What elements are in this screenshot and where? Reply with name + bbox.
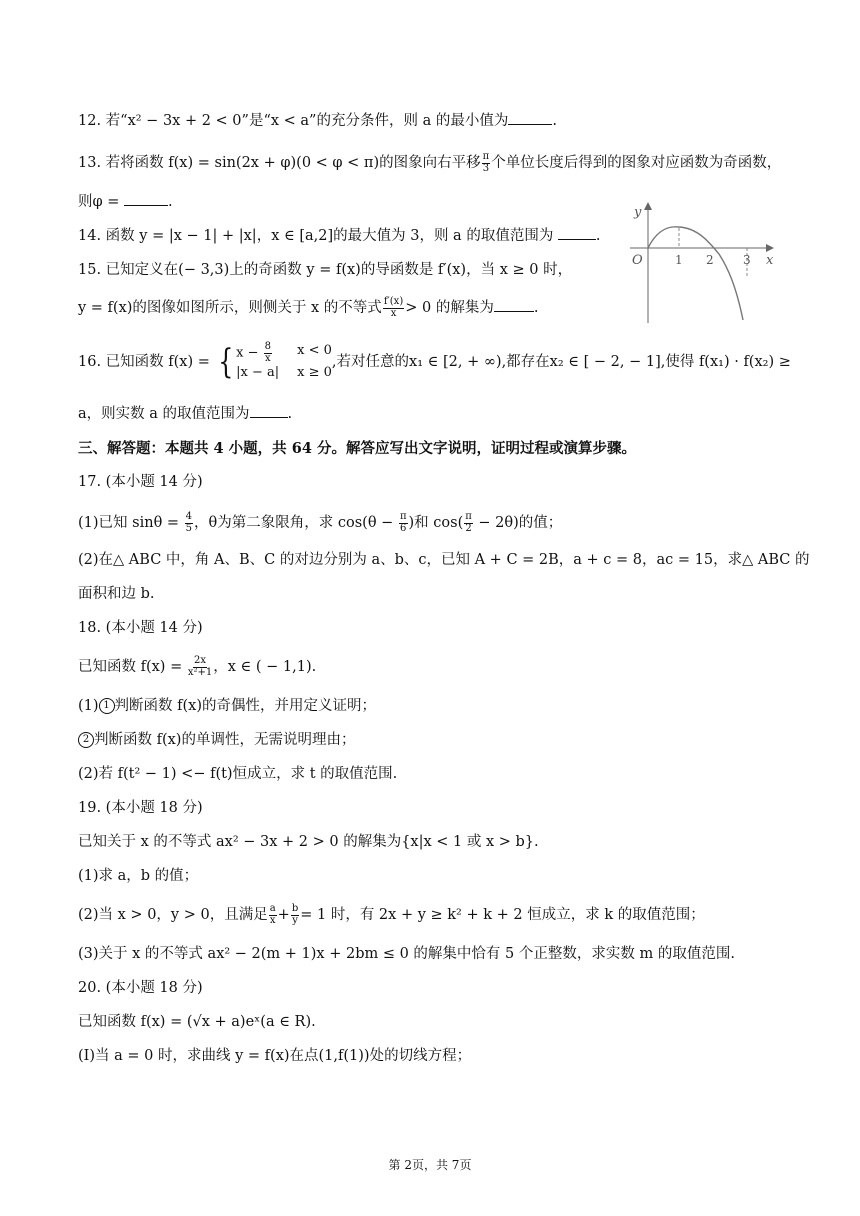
fraction: $\frac{f'(x)}{x}$ [383,296,404,319]
function-graph [618,198,783,328]
q12-text: 12. 若“x² − 3x + 2 < 0”是“x < a”的充分条件，则 a 的最小值为 [78,113,509,129]
tick-1: 1 [675,253,683,267]
circled-number: 2 [78,732,94,748]
question-20-part1: (Ⅰ)当 a = 0 时，求曲线 y = f(x)在点(1,f(1))处的切线方程； [78,1048,472,1064]
question-19-part2: (2)当 x > 0，y > 0，且满足 $\frac{a}{x}$ + $\frac{b}{y}$ = 1 时，有 2x + y ≥ k² + k + 2 恒成立，求 k 的取值范围； [78,903,705,926]
x-axis-label: x [766,253,774,268]
fraction: $\frac{\pi}{3}$ [482,151,490,174]
question-19-head: 19. (本小题 18 分) [78,800,203,816]
piecewise-function: { x − $\frac{8}{x}$ x < 0 |x − a| x ≥ 0 [217,341,332,382]
question-14: 14. 函数 y = |x − 1| + |x|，x ∈ [a,2]的最大值为 3，则 a 的取值范围为 . [78,228,601,244]
answer-blank [124,205,168,206]
origin-label: O [632,253,643,268]
answer-blank [250,417,288,418]
question-20-intro: 已知函数 f(x) = (√x + a)eˣ(a ∈ R). [78,1014,316,1030]
question-18-intro: 已知函数 f(x) = $\frac{2x}{\text{x²+1}}$ ，x ∈ ( − 1,1). [78,655,317,678]
question-16: 16. 已知函数 f(x) = { x − $\frac{8}{x}$ x < 0 |x − a| x ≥ 0 ,若对任意的x₁ ∈ [2, + ∞),都存在x₂ ∈ [ − 2, − 1],使得 f(x₁) · f(x₂) ≥ [78,341,791,382]
question-15-line2: y = f(x)的图像如图所示，则侧关于 x 的不等式 $\frac{f'(x)}{x}$ > 0 的解集为 . [78,296,539,319]
question-20-head: 20. (本小题 18 分) [78,980,203,996]
question-13-line2: 则φ = . [78,194,173,210]
question-18-head: 18. (本小题 14 分) [78,620,203,636]
question-12: 12. 若“x² − 3x + 2 < 0”是“x < a”的充分条件，则 a 的最小值为 . [78,113,557,129]
question-13: 13. 若将函数 f(x) = sin(2x + φ)(0 < φ < π)的图象向右平移 $\frac{\pi}{3}$ 个单位长度后得到的图象对应函数为奇函数， [78,151,782,174]
question-17-part2: (2)在△ ABC 中，角 A、B、C 的对边分别为 a、b、c，已知 A + C = 2B，a + c = 8，ac = 15，求△ ABC 的 [78,552,810,568]
curve [648,227,743,320]
tick-3: 3 [743,253,751,267]
answer-blank [558,239,596,240]
question-19-intro: 已知关于 x 的不等式 ax² − 3x + 2 > 0 的解集为{x|x < 1 或 x > b}. [78,834,539,850]
answer-blank [494,311,534,312]
question-19-part1: (1)求 a，b 的值； [78,868,199,884]
circled-number: 1 [99,698,115,714]
page-footer: 第 2页，共 7页 [388,1158,472,1172]
question-16-line2: a，则实数 a 的取值范围为 . [78,406,293,422]
question-17-part1: (1)已知 sinθ = $\frac{4}{5}$ ，θ为第二象限角，求 cos(θ − $\frac{\pi}{6}$ )和 cos( $\frac{\pi}{2}$ − 2θ)的值； [78,511,563,534]
section-heading: 三、解答题：本题共 4 小题，共 64 分。解答应写出文字说明，证明过程或演算步骤。 [78,440,636,457]
question-17-part2-line2: 面积和边 b. [78,586,155,602]
question-18-part1b: 2 判断函数 f(x)的单调性，无需说明理由； [78,732,355,749]
question-17-head: 17. (本小题 14 分) [78,474,203,490]
y-axis-label: y [634,205,642,220]
question-19-part3: (3)关于 x 的不等式 ax² − 2(m + 1)x + 2bm ≤ 0 的解集中恰有 5 个正整数，求实数 m 的取值范围. [78,946,735,962]
question-15: 15. 已知定义在(− 3,3)上的奇函数 y = f(x)的导函数是 f′(x)，当 x ≥ 0 时， [78,262,573,278]
answer-blank [508,124,552,125]
question-18-part1: (1) 1 判断函数 f(x)的奇偶性，并用定义证明； [78,698,377,714]
question-18-part2: (2)若 f(t² − 1) <− f(t)恒成立，求 t 的取值范围. [78,766,398,782]
tick-2: 2 [706,253,714,267]
